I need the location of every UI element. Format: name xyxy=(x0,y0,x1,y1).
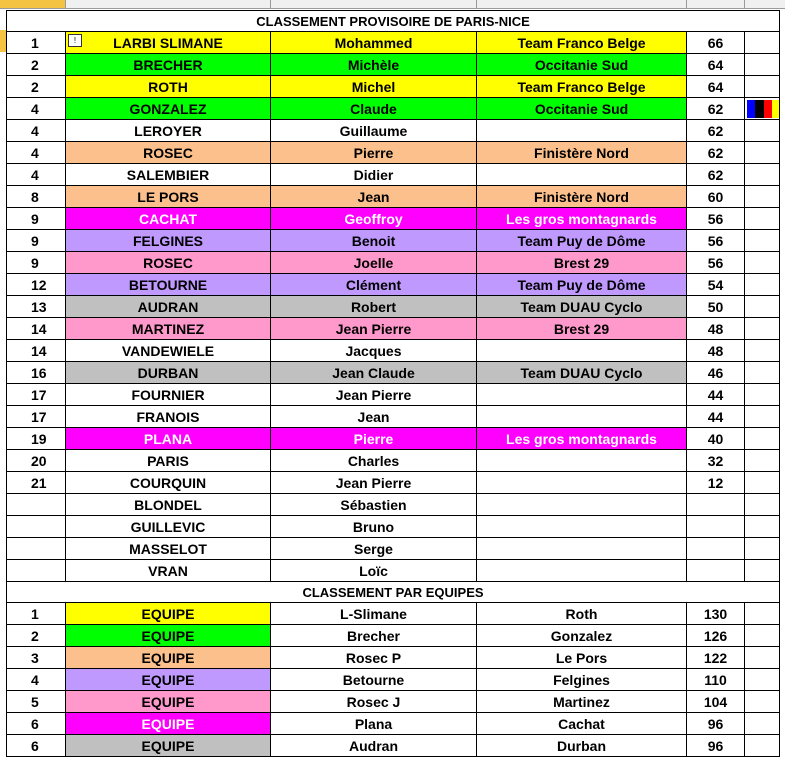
points-cell[interactable] xyxy=(687,538,745,560)
team-points-cell[interactable]: 104 xyxy=(687,691,745,713)
lastname-cell[interactable]: DURBAN xyxy=(66,362,271,384)
rider1-cell[interactable]: Betourne xyxy=(271,669,477,691)
ranking-title[interactable]: CLASSEMENT PROVISOIRE DE PARIS-NICE xyxy=(7,11,780,32)
extra-cell[interactable] xyxy=(745,32,780,54)
extra-cell[interactable] xyxy=(745,713,780,735)
team-row xyxy=(7,735,780,757)
firstname-cell[interactable]: Jean xyxy=(271,406,477,428)
firstname-cell[interactable]: Didier xyxy=(271,164,477,186)
lastname-cell[interactable]: GONZALEZ xyxy=(66,98,271,120)
rank-cell[interactable]: 4 xyxy=(7,164,66,186)
table-row xyxy=(7,32,780,54)
lastname-cell[interactable]: ROTH xyxy=(66,76,271,98)
team-cell[interactable]: Team DUAU Cyclo xyxy=(477,362,687,384)
points-cell[interactable]: 56 xyxy=(687,230,745,252)
team-cell[interactable]: Finistère Nord xyxy=(477,142,687,164)
team-label-cell[interactable]: EQUIPE xyxy=(66,647,271,669)
points-cell[interactable]: 62 xyxy=(687,142,745,164)
table-row xyxy=(7,230,780,252)
lastname-cell[interactable]: VRAN xyxy=(66,560,271,582)
lastname-cell[interactable]: VANDEWIELE xyxy=(66,340,271,362)
points-cell[interactable]: 54 xyxy=(687,274,745,296)
team-row xyxy=(7,691,780,713)
team-cell[interactable] xyxy=(477,494,687,516)
rider1-cell[interactable]: Rosec J xyxy=(271,691,477,713)
lastname-cell[interactable]: ROSEC xyxy=(66,252,271,274)
team-rank-cell[interactable]: 1 xyxy=(7,603,66,625)
points-cell[interactable]: 56 xyxy=(687,252,745,274)
team-label-cell[interactable]: EQUIPE xyxy=(66,735,271,757)
team-points-cell[interactable]: 96 xyxy=(687,713,745,735)
team-cell[interactable]: Brest 29 xyxy=(477,318,687,340)
team-cell[interactable] xyxy=(477,560,687,582)
team-cell[interactable] xyxy=(477,164,687,186)
rank-cell[interactable] xyxy=(7,538,66,560)
firstname-cell[interactable]: Jean xyxy=(271,186,477,208)
rank-cell[interactable]: 21 xyxy=(7,472,66,494)
extra-cell[interactable] xyxy=(745,603,780,625)
team-cell[interactable]: Les gros montagnards xyxy=(477,428,687,450)
selected-column-header[interactable] xyxy=(0,0,65,8)
team-cell[interactable]: Team Franco Belge xyxy=(477,32,687,54)
points-cell[interactable]: 66 xyxy=(687,32,745,54)
ranking-table xyxy=(6,10,780,757)
table-row xyxy=(7,340,780,362)
extra-cell[interactable] xyxy=(745,472,780,494)
team-cell[interactable] xyxy=(477,120,687,142)
points-cell[interactable]: 56 xyxy=(687,208,745,230)
column-header-strip xyxy=(0,0,785,9)
points-cell[interactable] xyxy=(687,560,745,582)
lastname-cell[interactable]: ROSEC xyxy=(66,142,271,164)
firstname-cell[interactable]: Charles xyxy=(271,450,477,472)
team-cell[interactable] xyxy=(477,472,687,494)
lastname-cell[interactable]: COURQUIN xyxy=(66,472,271,494)
team-label-cell[interactable]: EQUIPE xyxy=(66,691,271,713)
extra-cell[interactable] xyxy=(745,428,780,450)
team-cell[interactable] xyxy=(477,538,687,560)
table-row xyxy=(7,296,780,318)
firstname-cell[interactable]: Michèle xyxy=(271,54,477,76)
lastname-cell[interactable]: FOURNIER xyxy=(66,384,271,406)
rank-cell[interactable]: 14 xyxy=(7,340,66,362)
lastname-cell[interactable]: LEROYER xyxy=(66,120,271,142)
rank-cell[interactable]: 17 xyxy=(7,406,66,428)
comment-icon[interactable]: ! xyxy=(68,34,82,47)
firstname-cell[interactable]: Joelle xyxy=(271,252,477,274)
team-label-cell[interactable]: EQUIPE xyxy=(66,713,271,735)
rank-cell[interactable]: 4 xyxy=(7,98,66,120)
points-cell[interactable]: 62 xyxy=(687,120,745,142)
table-row xyxy=(7,384,780,406)
rider1-cell[interactable]: Brecher xyxy=(271,625,477,647)
rank-cell[interactable] xyxy=(7,494,66,516)
team-row xyxy=(7,647,780,669)
team-cell[interactable]: Team Puy de Dôme xyxy=(477,274,687,296)
team-points-cell[interactable]: 110 xyxy=(687,669,745,691)
rank-cell[interactable]: 20 xyxy=(7,450,66,472)
rider2-cell[interactable]: Felgines xyxy=(477,669,687,691)
team-rank-cell[interactable]: 5 xyxy=(7,691,66,713)
table-row xyxy=(7,516,780,538)
table-row xyxy=(7,494,780,516)
team-row xyxy=(7,669,780,691)
points-cell[interactable]: 44 xyxy=(687,406,745,428)
rank-cell[interactable]: 9 xyxy=(7,230,66,252)
extra-cell[interactable] xyxy=(745,647,780,669)
table-row xyxy=(7,252,780,274)
extra-cell[interactable] xyxy=(745,54,780,76)
firstname-cell[interactable]: Bruno xyxy=(271,516,477,538)
team-label-cell[interactable]: EQUIPE xyxy=(66,669,271,691)
team-rank-cell[interactable]: 6 xyxy=(7,735,66,757)
extra-cell[interactable] xyxy=(745,208,780,230)
extra-cell[interactable] xyxy=(745,318,780,340)
firstname-cell[interactable]: Jean Pierre xyxy=(271,318,477,340)
lastname-cell[interactable]: BLONDEL xyxy=(66,494,271,516)
extra-cell[interactable] xyxy=(745,296,780,318)
firstname-cell[interactable]: Jean Claude xyxy=(271,362,477,384)
firstname-cell[interactable]: Jean Pierre xyxy=(271,472,477,494)
extra-cell[interactable] xyxy=(745,516,780,538)
rank-cell[interactable]: 9 xyxy=(7,252,66,274)
rider2-cell[interactable]: Gonzalez xyxy=(477,625,687,647)
points-cell[interactable]: 12 xyxy=(687,472,745,494)
team-label-cell[interactable]: EQUIPE xyxy=(66,603,271,625)
rider1-cell[interactable]: Audran xyxy=(271,735,477,757)
rider2-cell[interactable]: Cachat xyxy=(477,713,687,735)
table-row xyxy=(7,472,780,494)
points-cell[interactable]: 32 xyxy=(687,450,745,472)
lastname-cell[interactable]: GUILLEVIC xyxy=(66,516,271,538)
rider2-cell[interactable]: Roth xyxy=(477,603,687,625)
points-cell[interactable]: 44 xyxy=(687,384,745,406)
points-cell[interactable]: 62 xyxy=(687,98,745,120)
rider1-cell[interactable]: Rosec P xyxy=(271,647,477,669)
table-row xyxy=(7,406,780,428)
firstname-cell[interactable]: Serge xyxy=(271,538,477,560)
rank-cell[interactable]: 13 xyxy=(7,296,66,318)
table-row xyxy=(7,98,780,120)
team-cell[interactable] xyxy=(477,406,687,428)
rank-cell[interactable] xyxy=(7,560,66,582)
team-cell[interactable]: Team DUAU Cyclo xyxy=(477,296,687,318)
lastname-cell[interactable]: SALEMBIER xyxy=(66,164,271,186)
table-row xyxy=(7,538,780,560)
points-cell[interactable]: 48 xyxy=(687,318,745,340)
flag-icon xyxy=(747,100,780,118)
extra-cell[interactable] xyxy=(745,120,780,142)
rank-cell[interactable]: 4 xyxy=(7,120,66,142)
rider1-cell[interactable]: L-Slimane xyxy=(271,603,477,625)
table-row xyxy=(7,208,780,230)
extra-cell[interactable] xyxy=(745,362,780,384)
table-row xyxy=(7,450,780,472)
team-cell[interactable] xyxy=(477,340,687,362)
lastname-cell[interactable]: MARTINEZ xyxy=(66,318,271,340)
table-row xyxy=(7,120,780,142)
rider2-cell[interactable]: Le Pors xyxy=(477,647,687,669)
extra-cell[interactable] xyxy=(745,560,780,582)
team-rank-cell[interactable]: 3 xyxy=(7,647,66,669)
extra-cell[interactable] xyxy=(745,142,780,164)
rider2-cell[interactable]: Durban xyxy=(477,735,687,757)
team-cell[interactable]: Occitanie Sud xyxy=(477,54,687,76)
team-cell[interactable] xyxy=(477,384,687,406)
rank-cell[interactable]: 12 xyxy=(7,274,66,296)
rank-cell[interactable]: 2 xyxy=(7,76,66,98)
team-cell[interactable]: Team Franco Belge xyxy=(477,76,687,98)
extra-cell[interactable] xyxy=(745,252,780,274)
table-row xyxy=(7,186,780,208)
extra-cell[interactable] xyxy=(745,164,780,186)
rank-cell[interactable]: 14 xyxy=(7,318,66,340)
team-cell[interactable]: Finistère Nord xyxy=(477,186,687,208)
table-row xyxy=(7,428,780,450)
lastname-cell[interactable]: FRANOIS xyxy=(66,406,271,428)
team-points-cell[interactable]: 130 xyxy=(687,603,745,625)
table-row xyxy=(7,142,780,164)
table-row xyxy=(7,164,780,186)
rank-cell[interactable]: 1 xyxy=(7,32,66,54)
points-cell[interactable]: 62 xyxy=(687,164,745,186)
table-row xyxy=(7,76,780,98)
table-row xyxy=(7,560,780,582)
lastname-cell[interactable]: MASSELOT xyxy=(66,538,271,560)
lastname-cell[interactable]: PARIS xyxy=(66,450,271,472)
points-cell[interactable] xyxy=(687,516,745,538)
firstname-cell[interactable]: Geoffroy xyxy=(271,208,477,230)
firstname-cell[interactable]: Jean Pierre xyxy=(271,384,477,406)
rank-cell[interactable]: 4 xyxy=(7,142,66,164)
lastname-cell[interactable]: FELGINES xyxy=(66,230,271,252)
team-rank-cell[interactable]: 4 xyxy=(7,669,66,691)
table-row xyxy=(7,318,780,340)
team-cell[interactable]: Brest 29 xyxy=(477,252,687,274)
points-cell[interactable]: 64 xyxy=(687,76,745,98)
lastname-cell[interactable]: AUDRAN xyxy=(66,296,271,318)
rider2-cell[interactable]: Martinez xyxy=(477,691,687,713)
team-ranking-title[interactable]: CLASSEMENT PAR EQUIPES xyxy=(7,582,780,603)
extra-cell[interactable] xyxy=(745,98,780,120)
rider1-cell[interactable]: Plana xyxy=(271,713,477,735)
extra-cell[interactable] xyxy=(745,625,780,647)
firstname-cell[interactable]: Robert xyxy=(271,296,477,318)
firstname-cell[interactable]: Michel xyxy=(271,76,477,98)
team-cell[interactable] xyxy=(477,516,687,538)
extra-cell[interactable] xyxy=(745,384,780,406)
points-cell[interactable]: 48 xyxy=(687,340,745,362)
extra-cell[interactable] xyxy=(745,186,780,208)
lastname-cell[interactable]: PLANA xyxy=(66,428,271,450)
team-row xyxy=(7,603,780,625)
rank-cell[interactable]: 8 xyxy=(7,186,66,208)
rank-cell[interactable]: 19 xyxy=(7,428,66,450)
lastname-cell[interactable]: CACHAT xyxy=(66,208,271,230)
extra-cell[interactable] xyxy=(745,230,780,252)
extra-cell[interactable] xyxy=(745,691,780,713)
team-cell[interactable]: Les gros montagnards xyxy=(477,208,687,230)
team-points-cell[interactable]: 96 xyxy=(687,735,745,757)
points-cell[interactable]: 40 xyxy=(687,428,745,450)
table-row xyxy=(7,274,780,296)
firstname-cell[interactable]: Guillaume xyxy=(271,120,477,142)
firstname-cell[interactable]: Claude xyxy=(271,98,477,120)
rank-cell[interactable]: 9 xyxy=(7,208,66,230)
team-rank-cell[interactable]: 2 xyxy=(7,625,66,647)
points-cell[interactable]: 50 xyxy=(687,296,745,318)
lastname-cell[interactable]: BRECHER xyxy=(66,54,271,76)
team-cell[interactable]: Team Puy de Dôme xyxy=(477,230,687,252)
table-row xyxy=(7,54,780,76)
points-cell[interactable]: 60 xyxy=(687,186,745,208)
firstname-cell[interactable]: Pierre xyxy=(271,428,477,450)
firstname-cell[interactable]: Pierre xyxy=(271,142,477,164)
team-cell[interactable]: Occitanie Sud xyxy=(477,98,687,120)
firstname-cell[interactable]: Sébastien xyxy=(271,494,477,516)
lastname-cell[interactable]: LARBI SLIMANE ! xyxy=(66,32,271,54)
firstname-cell[interactable]: Loïc xyxy=(271,560,477,582)
points-cell[interactable] xyxy=(687,494,745,516)
extra-cell[interactable] xyxy=(745,494,780,516)
rank-cell[interactable] xyxy=(7,516,66,538)
extra-cell[interactable] xyxy=(745,538,780,560)
extra-cell[interactable] xyxy=(745,450,780,472)
extra-cell[interactable] xyxy=(745,406,780,428)
extra-cell[interactable] xyxy=(745,735,780,757)
extra-cell[interactable] xyxy=(745,76,780,98)
team-points-cell[interactable]: 122 xyxy=(687,647,745,669)
firstname-cell[interactable]: Mohammed xyxy=(271,32,477,54)
team-label-cell[interactable]: EQUIPE xyxy=(66,625,271,647)
extra-cell[interactable] xyxy=(745,669,780,691)
team-cell[interactable] xyxy=(477,450,687,472)
rank-cell[interactable]: 2 xyxy=(7,54,66,76)
firstname-cell[interactable]: Benoit xyxy=(271,230,477,252)
rank-cell[interactable]: 17 xyxy=(7,384,66,406)
lastname-cell[interactable]: BETOURNE xyxy=(66,274,271,296)
team-row xyxy=(7,625,780,647)
extra-cell[interactable] xyxy=(745,274,780,296)
lastname-cell[interactable]: LE PORS xyxy=(66,186,271,208)
team-points-cell[interactable]: 126 xyxy=(687,625,745,647)
points-cell[interactable]: 64 xyxy=(687,54,745,76)
points-cell[interactable]: 46 xyxy=(687,362,745,384)
rank-cell[interactable]: 16 xyxy=(7,362,66,384)
table-row xyxy=(7,362,780,384)
team-row xyxy=(7,713,780,735)
firstname-cell[interactable]: Jacques xyxy=(271,340,477,362)
extra-cell[interactable] xyxy=(745,340,780,362)
firstname-cell[interactable]: Clément xyxy=(271,274,477,296)
team-rank-cell[interactable]: 6 xyxy=(7,713,66,735)
